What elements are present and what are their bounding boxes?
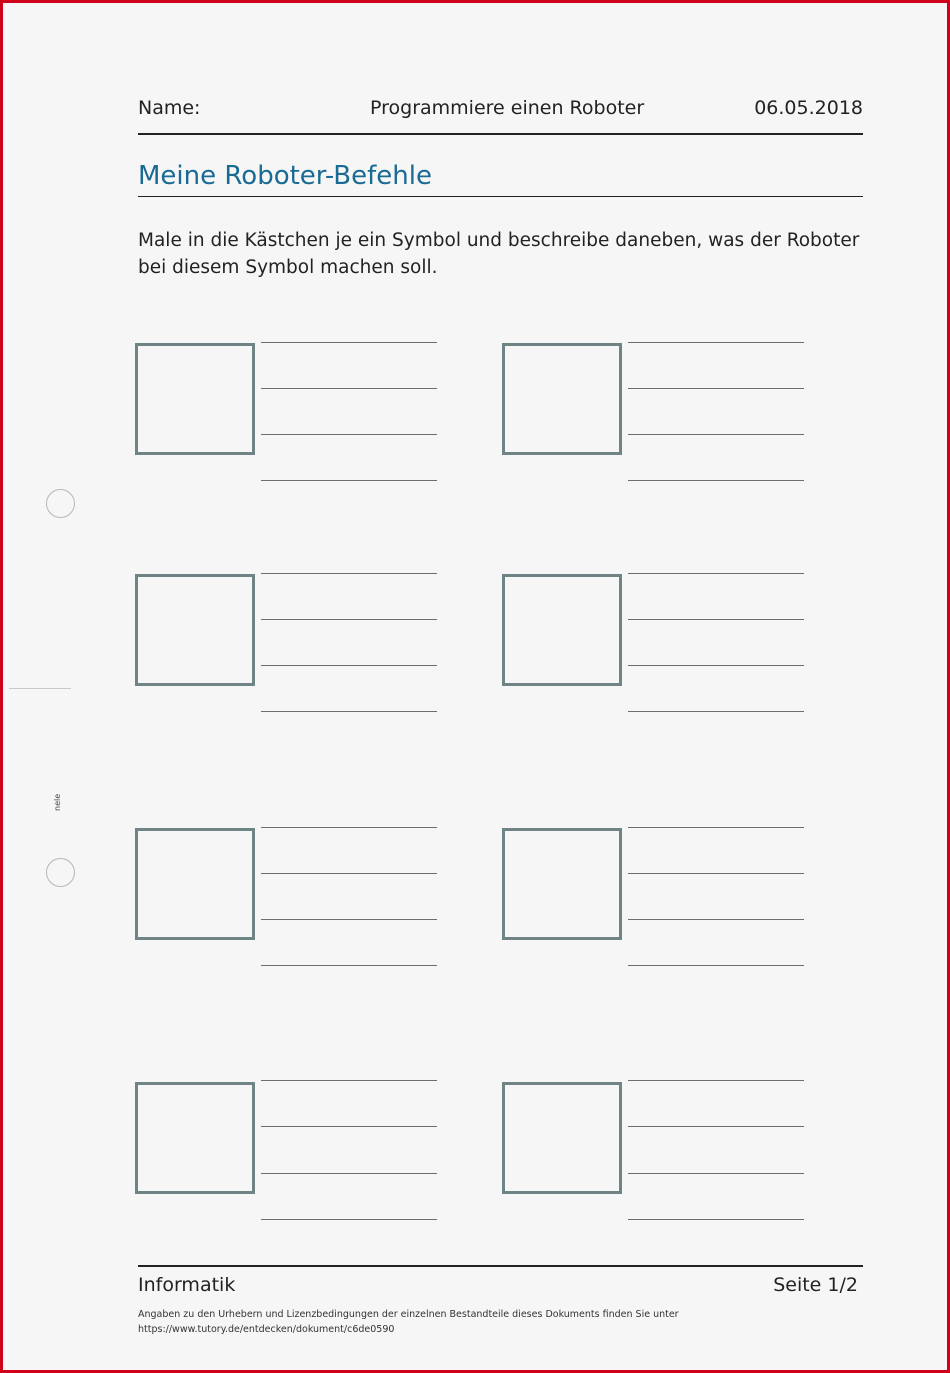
writing-line[interactable] bbox=[261, 965, 437, 966]
writing-line[interactable] bbox=[628, 434, 804, 435]
symbol-box[interactable] bbox=[502, 1082, 622, 1194]
writing-line[interactable] bbox=[628, 1173, 804, 1174]
writing-line[interactable] bbox=[261, 665, 437, 666]
writing-line[interactable] bbox=[261, 1080, 437, 1081]
worksheet-date: 06.05.2018 bbox=[754, 97, 863, 119]
writing-line[interactable] bbox=[261, 1173, 437, 1174]
writing-line[interactable] bbox=[628, 619, 804, 620]
writing-line[interactable] bbox=[628, 665, 804, 666]
fold-mark bbox=[9, 688, 71, 689]
footer-subject: Informatik bbox=[138, 1274, 236, 1296]
worksheet-topic: Programmiere einen Roboter bbox=[370, 97, 645, 119]
footer-divider bbox=[138, 1265, 863, 1267]
writing-line[interactable] bbox=[628, 873, 804, 874]
punch-hole-bottom bbox=[46, 858, 75, 887]
writing-line[interactable] bbox=[261, 342, 437, 343]
credits-text: Angaben zu den Urhebern und Lizenzbedingungen der einzelnen Bestandteile dieses Dokuments finden Sie unter bbox=[138, 1309, 679, 1320]
writing-line[interactable] bbox=[628, 388, 804, 389]
writing-line[interactable] bbox=[261, 1126, 437, 1127]
writing-line[interactable] bbox=[261, 619, 437, 620]
punch-hole-top bbox=[46, 489, 75, 518]
name-label: Name: bbox=[138, 97, 201, 119]
instructions-text: Male in die Kästchen je ein Symbol und beschreibe daneben, was der Roboter bei diesem Symbol machen soll. bbox=[138, 230, 860, 278]
side-label: nele bbox=[53, 793, 62, 811]
writing-line[interactable] bbox=[261, 480, 437, 481]
writing-line[interactable] bbox=[261, 919, 437, 920]
symbol-box[interactable] bbox=[135, 343, 255, 455]
page-header bbox=[138, 97, 863, 135]
page-title: Meine Roboter-Befehle bbox=[138, 161, 863, 197]
writing-line[interactable] bbox=[628, 342, 804, 343]
writing-line[interactable] bbox=[628, 965, 804, 966]
symbol-box[interactable] bbox=[135, 828, 255, 940]
writing-line[interactable] bbox=[628, 711, 804, 712]
writing-line[interactable] bbox=[261, 1219, 437, 1220]
writing-line[interactable] bbox=[628, 1126, 804, 1127]
footer-page-number: Seite 1/2 bbox=[773, 1274, 858, 1296]
writing-line[interactable] bbox=[261, 434, 437, 435]
writing-line[interactable] bbox=[261, 573, 437, 574]
credits-url[interactable]: https://www.tutory.de/entdecken/dokument/c6de0590 bbox=[138, 1324, 395, 1335]
writing-line[interactable] bbox=[628, 919, 804, 920]
writing-line[interactable] bbox=[261, 827, 437, 828]
writing-line[interactable] bbox=[628, 1080, 804, 1081]
writing-line[interactable] bbox=[261, 711, 437, 712]
writing-line[interactable] bbox=[261, 388, 437, 389]
writing-line[interactable] bbox=[628, 573, 804, 574]
symbol-box[interactable] bbox=[135, 1082, 255, 1194]
symbol-box[interactable] bbox=[502, 574, 622, 686]
symbol-box[interactable] bbox=[502, 343, 622, 455]
writing-line[interactable] bbox=[628, 827, 804, 828]
symbol-box[interactable] bbox=[502, 828, 622, 940]
writing-line[interactable] bbox=[628, 480, 804, 481]
footer-credits bbox=[138, 1307, 738, 1337]
symbol-box[interactable] bbox=[135, 574, 255, 686]
writing-line[interactable] bbox=[628, 1219, 804, 1220]
writing-line[interactable] bbox=[261, 873, 437, 874]
